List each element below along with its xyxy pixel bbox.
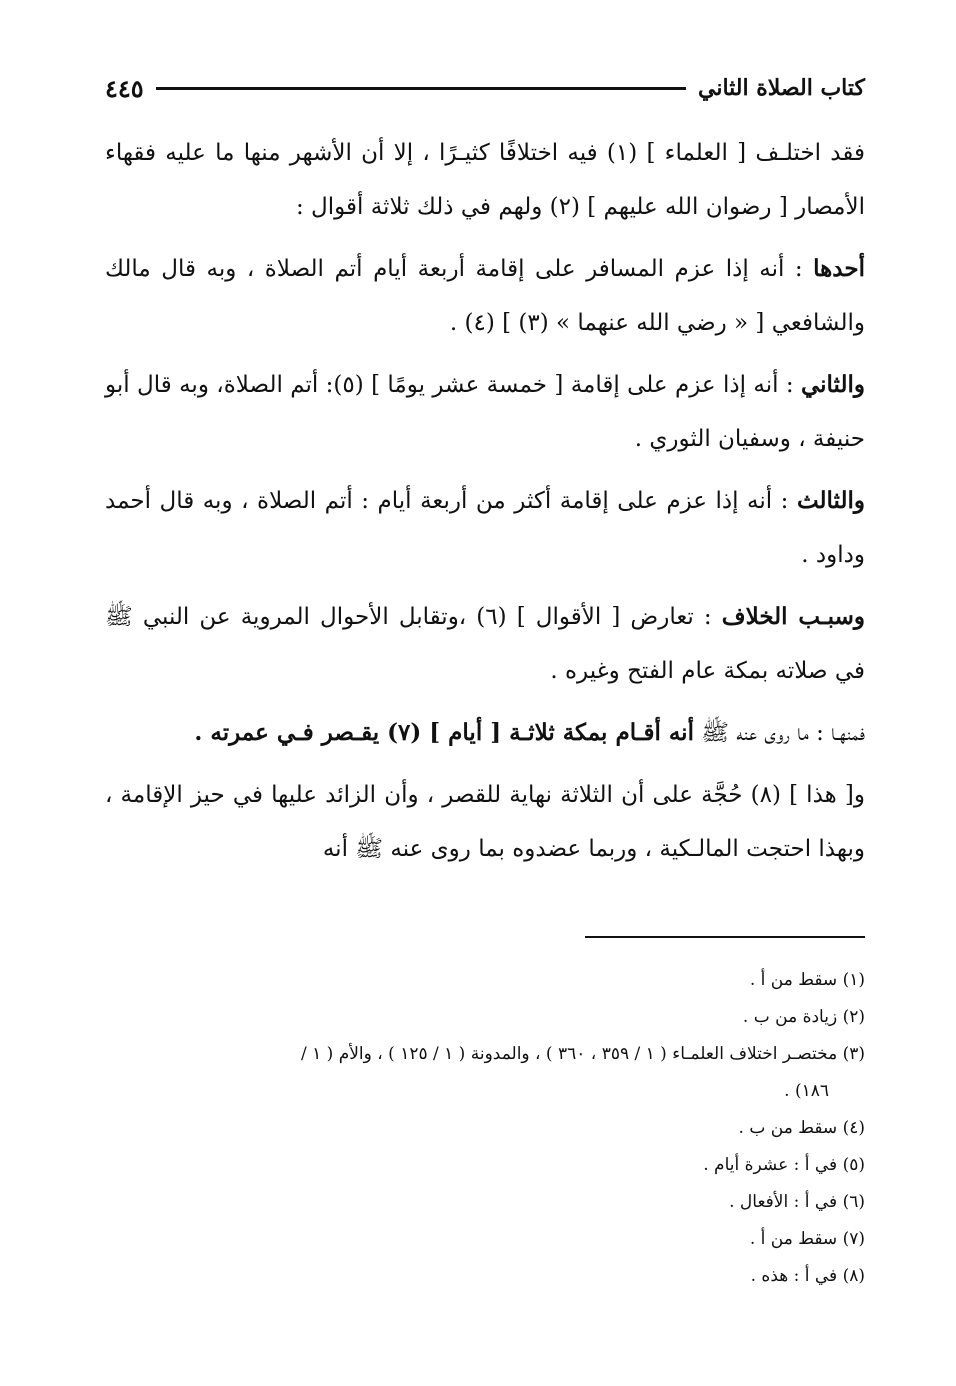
page-header [105, 66, 865, 110]
paragraph-5 [105, 590, 865, 698]
paragraph-lead: وسبـب الخلاف [721, 603, 865, 630]
footnote-5: (٥) في أ : عشرة أيام . [703, 1155, 865, 1175]
footnote-8: (٨) في أ : هذه . [750, 1266, 865, 1286]
paragraph-text: : أنه إذا عزم على إقامة [ خمسة عشر يومًا ] (٥): أتم الصلاة، وبه قال أبو حنيفة ، وسفيان الثوري . [105, 372, 865, 452]
footnote-3: (٣) مختصـر اختلاف العلمـاء ( ١ / ٣٥٩ ، ٣٦٠ ) ، والمدونة ( ١ / ١٢٥ ) ، والأم ( ١ / [300, 1044, 865, 1064]
footnote-4: (٤) سقط من ب . [738, 1118, 865, 1138]
paragraph-text: و[ هذا ] (٨) حُجَّة على أن الثلاثة نهاية للقصر ، وأن الزائد عليها في حيز الإقامة ، وبهذا احتجت المالـكية ، وربما عضدوه بما روى عنه ﷺ أنه [105, 782, 865, 862]
paragraph-text: فقد اختلـف [ العلماء ] (١) فيه اختلافًا كثيـرًا ، إلا أن الأشهر منها ما عليه فقهاء الأمصار [ رضوان الله عليهم ] (٢) ولهم في ذلك ثلاثة أقوال : [105, 140, 865, 220]
header-rule [156, 87, 686, 90]
paragraph-lead: والثاني [800, 371, 865, 398]
footnote-1: (١) سقط من أ . [749, 970, 865, 990]
running-title: كتاب الصلاة الثاني [697, 75, 865, 101]
paragraph-3 [105, 358, 865, 466]
footnote-separator [585, 936, 865, 938]
paragraph-text: : أنه إذا عزم المسافر على إقامة أربعة أيام أتم الصلاة ، وبه قال مالك والشافعي [ « رضي الله عنهما » (٣) ] (٤) . [105, 256, 865, 336]
paragraph-7 [105, 768, 865, 876]
page-number: ٤٤٥ [105, 73, 144, 103]
footnote-6: (٦) في أ : الأفعال . [729, 1192, 865, 1212]
footnote-7: (٧) سقط من أ . [749, 1229, 865, 1249]
paragraph-lead: والثالث [796, 487, 865, 514]
main-text [105, 126, 865, 884]
paragraph-2 [105, 242, 865, 350]
paragraph-6 [105, 706, 865, 760]
footnotes [105, 962, 865, 1295]
paragraph-emphasis: أنه أقـام بمكة ثلاثـة [ أيام ] (٧) يقـصر فـي عمرته . [194, 719, 694, 746]
paragraph-1 [105, 126, 865, 234]
paragraph-text: فمنهـا : ما روى عنه ﷺ [693, 720, 865, 746]
footnote-3-continuation: ١٨٦) . [784, 1081, 829, 1101]
paragraph-text: : أنه إذا عزم على إقامة أكثر من أربعة أيام : أتم الصلاة ، وبه قال أحمد وداود . [105, 488, 865, 568]
paragraph-lead: أحدها [813, 255, 865, 282]
paragraph-4 [105, 474, 865, 582]
footnote-2: (٢) زيادة من ب . [742, 1007, 865, 1027]
paragraph-text: : تعارض [ الأقوال ] (٦) ،وتقابل الأحوال المروية عن النبي ﷺ في صلاته بمكة عام الفتح وغيره . [105, 604, 865, 684]
